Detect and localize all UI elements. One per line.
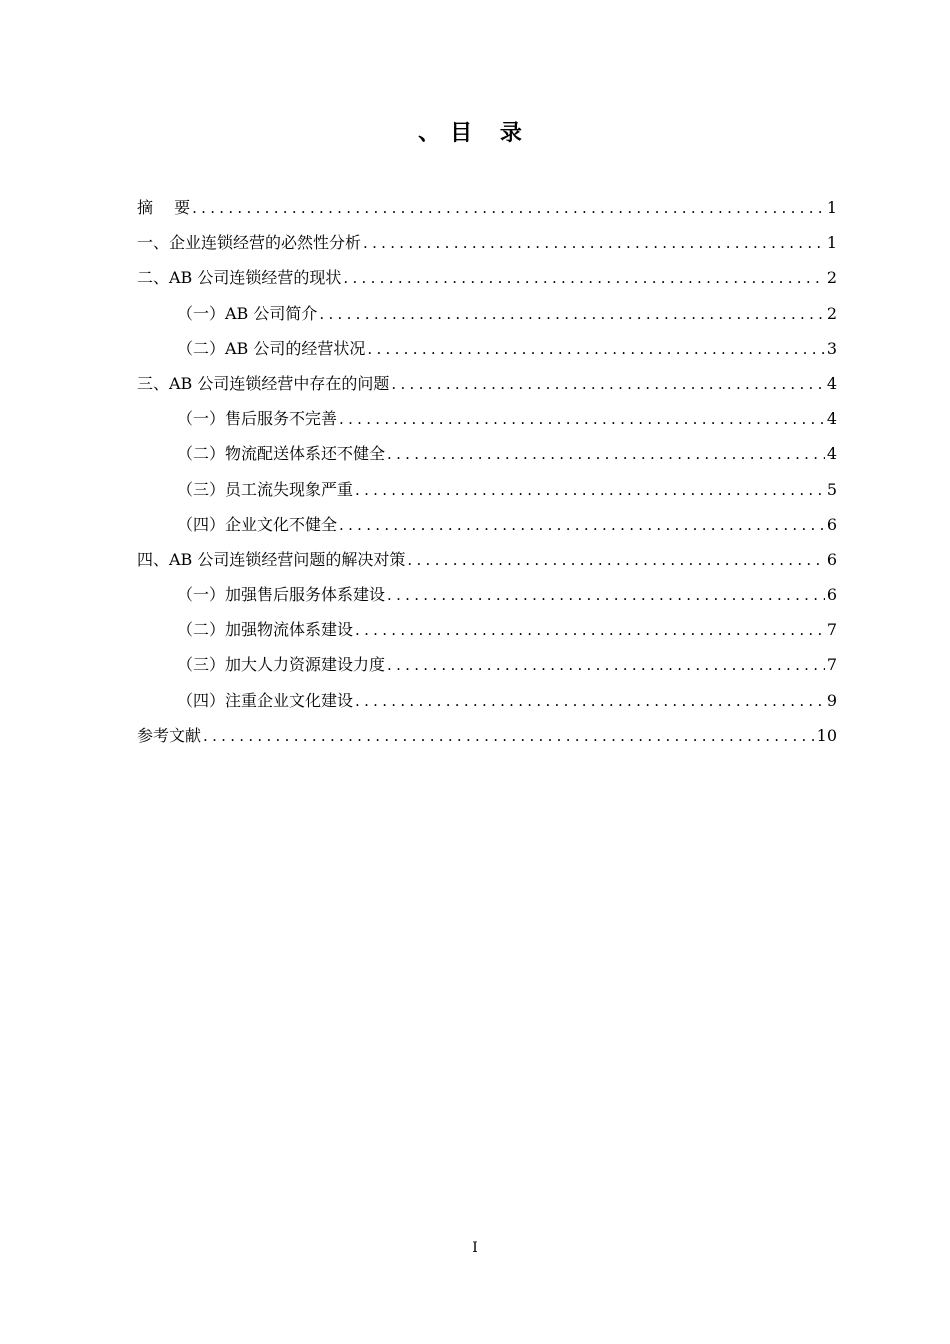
toc-entry-section-4-2[interactable] <box>137 618 837 653</box>
toc-leader-dots <box>387 583 825 607</box>
toc-entry-section-3-1[interactable] <box>137 407 837 442</box>
toc-leader-dots <box>387 442 825 466</box>
page-title: 、目 录 <box>418 121 532 146</box>
toc-entry-page: 3 <box>826 338 837 358</box>
toc-entry-section-3-3[interactable] <box>137 478 837 513</box>
toc-entry-abstract[interactable] <box>137 196 837 231</box>
page-number: I <box>472 1240 478 1256</box>
toc-entry-references[interactable] <box>137 724 837 759</box>
toc-entry-page: 6 <box>826 549 837 569</box>
toc-entry-page: 5 <box>826 479 837 499</box>
toc-entry-label: （二）加强物流体系建设 <box>177 620 354 640</box>
toc-entry-label: （三）员工流失现象严重 <box>177 479 354 499</box>
toc-entry-section-3-2[interactable] <box>137 442 837 477</box>
toc-entry-label: （四）注重企业文化建设 <box>177 690 354 710</box>
toc-entry-section-3[interactable] <box>137 372 837 407</box>
toc-entry-section-2-2[interactable] <box>137 337 837 372</box>
toc-entry-label: 三、AB 公司连锁经营中存在的问题 <box>137 373 390 393</box>
toc-entry-section-4-4[interactable] <box>137 689 837 724</box>
toc-entry-section-2-1[interactable] <box>137 302 837 337</box>
toc-entry-page: 9 <box>826 690 837 710</box>
toc-entry-page: 4 <box>826 409 837 429</box>
toc-entry-label: （一）售后服务不完善 <box>177 409 338 429</box>
toc-leader-dots <box>319 302 824 326</box>
toc-entry-page: 7 <box>826 620 837 640</box>
toc-entry-page: 10 <box>816 725 837 745</box>
toc-leader-dots <box>363 231 825 255</box>
toc-leader-dots <box>391 372 824 396</box>
toc-entry-section-2[interactable] <box>137 266 837 301</box>
toc-entry-page: 2 <box>826 268 837 288</box>
toc-entry-label: （一）AB 公司简介 <box>177 303 318 323</box>
table-of-contents <box>137 196 837 759</box>
toc-entry-label: （四）企业文化不健全 <box>177 514 338 534</box>
toc-leader-dots <box>387 653 825 677</box>
toc-leader-dots <box>343 266 824 290</box>
toc-entry-label: 参考文献 <box>137 725 202 745</box>
toc-entry-page: 4 <box>826 373 837 393</box>
toc-entry-section-4-1[interactable] <box>137 583 837 618</box>
toc-entry-label: 摘 要 <box>137 198 191 217</box>
toc-entry-label: 一、企业连锁经营的必然性分析 <box>137 233 362 253</box>
toc-leader-dots <box>355 618 825 642</box>
toc-leader-dots <box>367 337 824 361</box>
toc-leader-dots <box>339 407 825 431</box>
toc-entry-page: 6 <box>826 514 837 534</box>
toc-entry-label: （二）物流配送体系还不健全 <box>177 444 386 464</box>
toc-entry-page: 4 <box>826 444 837 464</box>
toc-entry-section-4[interactable] <box>137 548 837 583</box>
toc-entry-label: （二）AB 公司的经营状况 <box>177 338 366 358</box>
toc-leader-dots <box>192 196 825 220</box>
toc-leader-dots <box>407 548 824 572</box>
toc-entry-section-4-3[interactable] <box>137 653 837 688</box>
toc-entry-label: 二、AB 公司连锁经营的现状 <box>137 268 342 288</box>
toc-leader-dots <box>203 724 815 748</box>
toc-leader-dots <box>339 513 825 537</box>
toc-entry-section-1[interactable] <box>137 231 837 266</box>
toc-entry-page: 6 <box>826 585 837 605</box>
toc-entry-page: 1 <box>826 233 837 253</box>
toc-entry-label: （三）加大人力资源建设力度 <box>177 655 386 675</box>
toc-entry-section-3-4[interactable] <box>137 513 837 548</box>
toc-leader-dots <box>355 689 825 713</box>
toc-entry-label: （一）加强售后服务体系建设 <box>177 585 386 605</box>
toc-entry-page: 1 <box>826 198 837 217</box>
toc-entry-page: 7 <box>826 655 837 675</box>
toc-leader-dots <box>355 478 825 502</box>
toc-entry-page: 2 <box>826 303 837 323</box>
toc-entry-label: 四、AB 公司连锁经营问题的解决对策 <box>137 549 406 569</box>
